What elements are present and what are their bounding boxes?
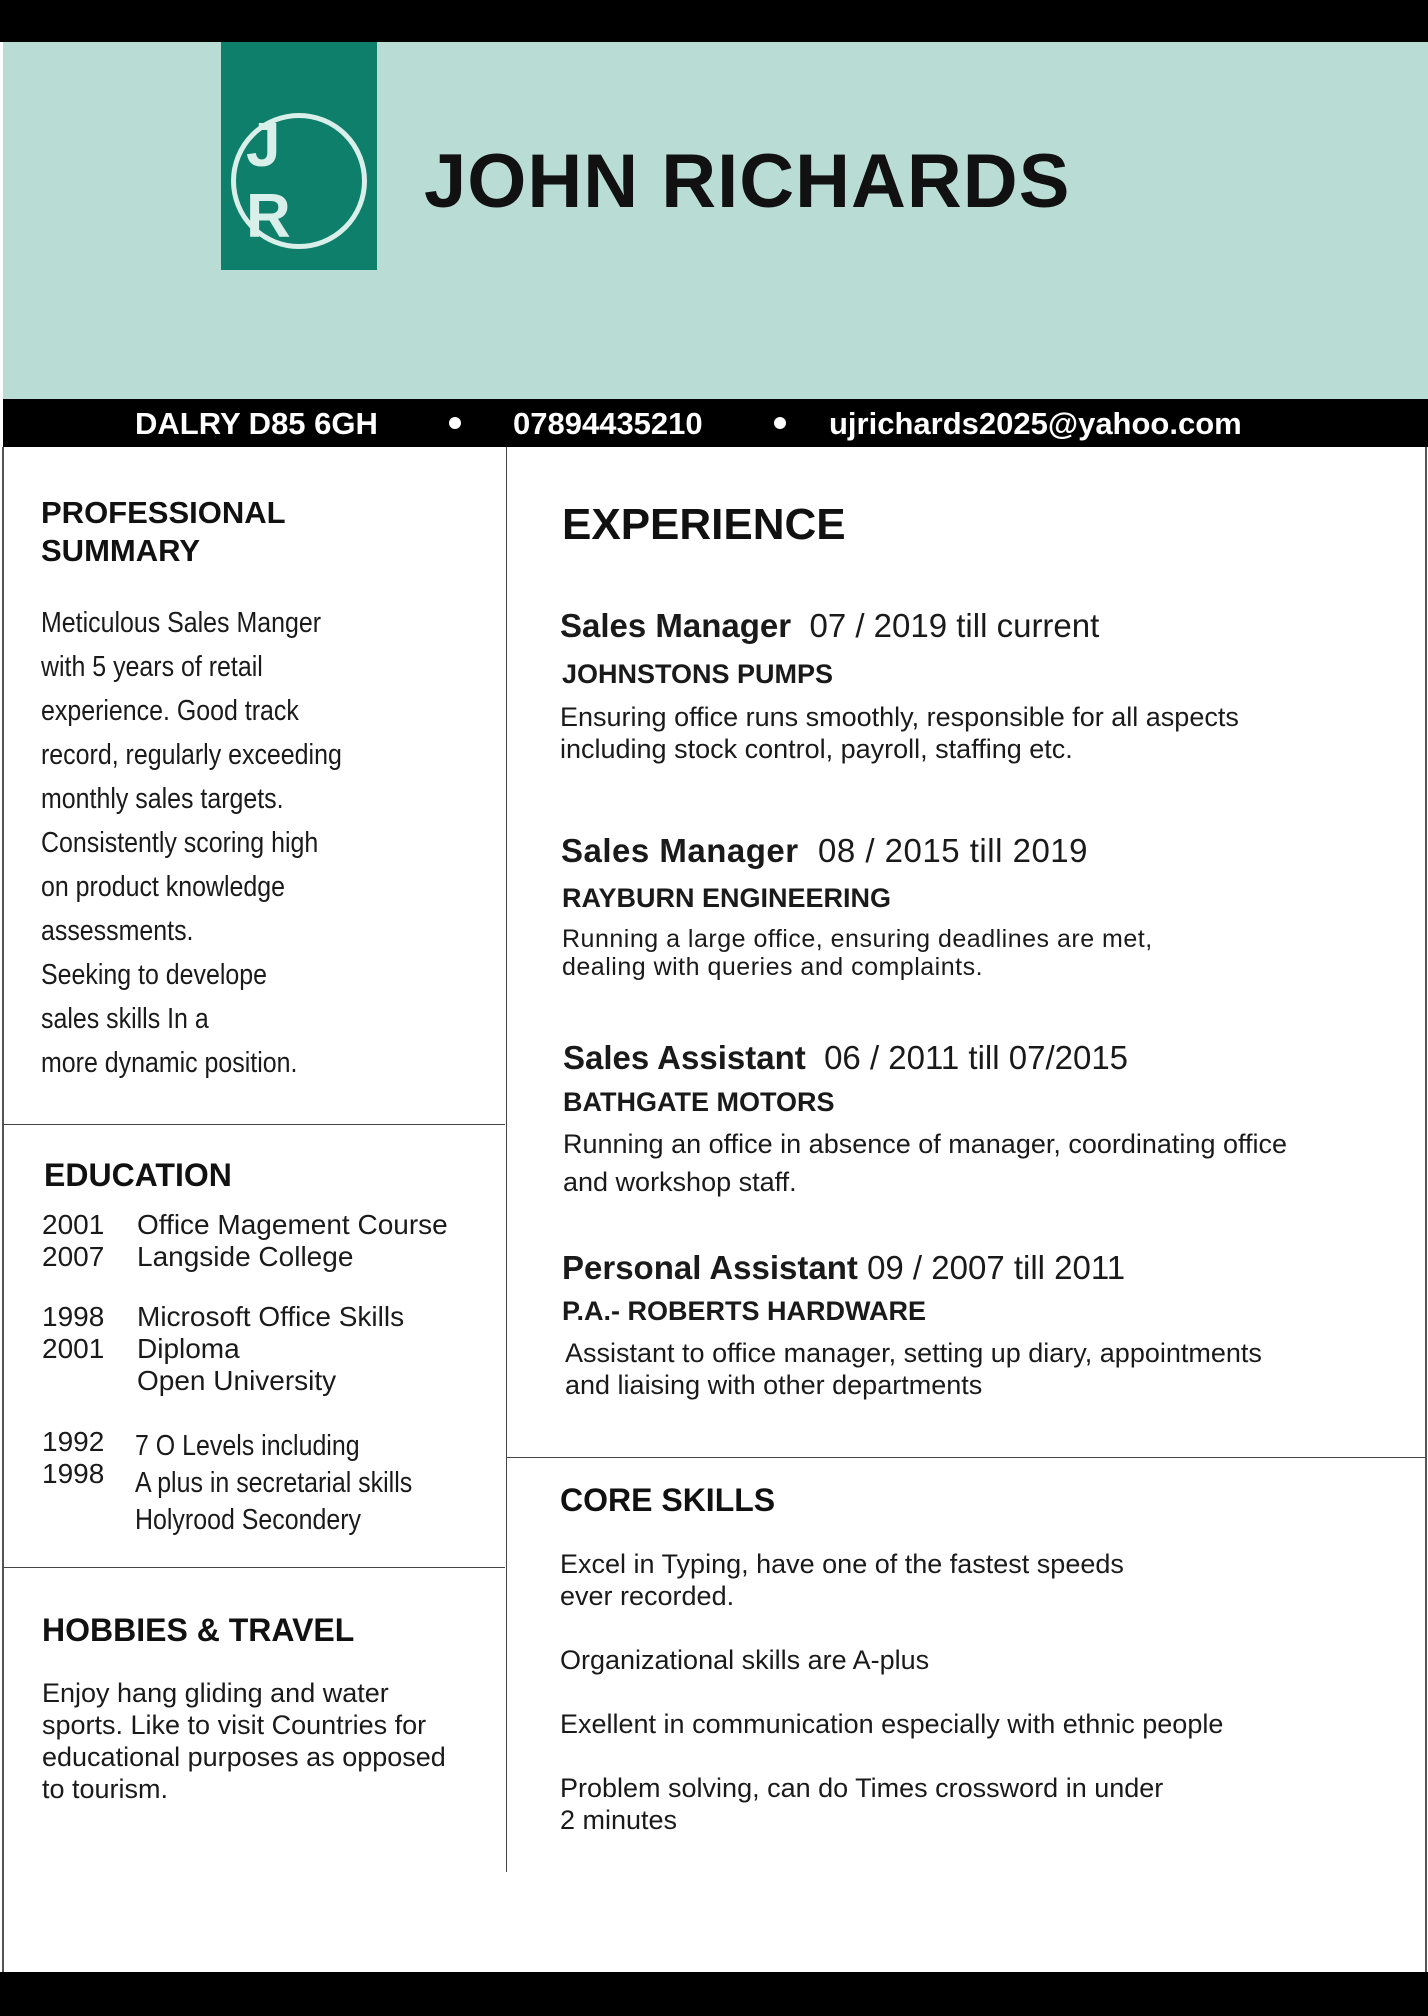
bullet-dot: [774, 417, 786, 429]
education-line: A plus in secretarial skills: [135, 1467, 413, 1499]
education-line: Diploma: [137, 1333, 240, 1364]
job-dates: 09 / 2007 till 2011: [867, 1249, 1126, 1286]
education-year: 2001: [42, 1209, 105, 1240]
hobbies-line: Enjoy hang gliding and water: [42, 1678, 389, 1708]
experience-divider: [507, 1457, 1425, 1458]
summary-line: with 5 years of retail: [41, 651, 263, 683]
hobbies-title: HOBBIES & TRAVEL: [42, 1612, 355, 1648]
job-company: JOHNSTONS PUMPS: [562, 659, 834, 689]
contact-phone: 07894435210: [513, 406, 703, 441]
job-company: P.A.- ROBERTS HARDWARE: [562, 1296, 927, 1326]
job-desc-line: dealing with queries and complaints.: [562, 953, 984, 981]
job-dates: 07 / 2019 till current: [809, 607, 1100, 644]
summary-line: Seeking to develope: [41, 959, 268, 991]
hobbies-text: [42, 1677, 446, 1805]
education-year: 1998: [42, 1301, 105, 1332]
job-description: [560, 701, 1239, 765]
job-desc-line: Assistant to office manager, setting up diary, appointments: [565, 1338, 1262, 1368]
education-divider: [3, 1567, 505, 1568]
monogram-block: [221, 42, 377, 270]
contact-bar: [3, 399, 1428, 447]
contact-address: DALRY D85 6GH: [135, 406, 378, 441]
education-year: 1998: [42, 1458, 105, 1489]
job-heading: [562, 1249, 1125, 1287]
summary-line: more dynamic position.: [41, 1047, 298, 1079]
summary-title-line: PROFESSIONAL: [41, 495, 286, 530]
monogram-ring: [231, 113, 367, 249]
education-details: [137, 1209, 448, 1273]
skill-line: Excel in Typing, have one of the fastest speeds: [560, 1549, 1124, 1579]
education-year: 1992: [42, 1426, 105, 1457]
skill-line: Exellent in communication especially with ethnic people: [560, 1709, 1224, 1739]
education-line: 7 O Levels including: [135, 1430, 360, 1462]
education-line: Open University: [137, 1365, 337, 1396]
skill-line: Organizational skills are A-plus: [560, 1645, 930, 1675]
job-desc-line: and workshop staff.: [563, 1167, 797, 1197]
job-company: RAYBURN ENGINEERING: [562, 883, 892, 913]
skill-item: [560, 1548, 1124, 1612]
summary-line: Meticulous Sales Manger: [41, 607, 322, 639]
job-desc-line: Running an office in absence of manager, coordinating office: [563, 1129, 1288, 1159]
summary-line: monthly sales targets.: [41, 783, 284, 815]
education-line: Langside College: [137, 1241, 354, 1272]
job-heading: [560, 607, 1099, 645]
job-role: Sales Manager: [560, 607, 792, 644]
summary-line: Consistently scoring high: [41, 827, 319, 859]
education-details: [137, 1301, 404, 1397]
summary-line: experience. Good track: [41, 695, 299, 727]
summary-line: on product knowledge: [41, 871, 286, 903]
education-year: 2007: [42, 1241, 105, 1272]
skill-line: ever recorded.: [560, 1581, 735, 1611]
education-entry: [42, 1426, 104, 1490]
top-bar: [0, 0, 1428, 42]
contact-email: ujrichards2025@yahoo.com: [829, 406, 1242, 441]
education-line: Holyrood Secondery: [135, 1504, 361, 1536]
bottom-bar: [0, 1972, 1428, 2016]
job-role: Sales Assistant: [563, 1039, 806, 1076]
hobbies-line: educational purposes as opposed: [42, 1742, 446, 1772]
bullet-dot: [449, 417, 461, 429]
experience-title: EXPERIENCE: [562, 500, 846, 549]
summary-line: record, regularly exceeding: [41, 739, 342, 771]
page-right-border: [1425, 447, 1427, 1972]
education-entry: [42, 1301, 104, 1365]
education-year: 2001: [42, 1333, 105, 1364]
education-line: Office Magement Course: [137, 1209, 448, 1240]
summary-line: assessments.: [41, 915, 194, 947]
job-role: Personal Assistant: [562, 1249, 858, 1286]
page-left-border: [2, 447, 4, 1972]
summary-text: [41, 601, 342, 1085]
summary-divider: [3, 1124, 505, 1125]
education-entry: [42, 1209, 104, 1273]
job-heading: [561, 832, 1088, 870]
skills-title: CORE SKILLS: [560, 1482, 776, 1518]
education-details: [135, 1428, 412, 1539]
job-desc-line: Ensuring office runs smoothly, responsible for all aspects: [560, 702, 1239, 732]
job-dates: 08 / 2015 till 2019: [817, 832, 1089, 869]
summary-line: sales skills In a: [41, 1003, 209, 1035]
job-description: [562, 925, 1153, 981]
job-desc-line: and liaising with other departments: [565, 1370, 983, 1400]
skill-line: 2 minutes: [560, 1805, 678, 1835]
summary-title-line: SUMMARY: [41, 533, 201, 568]
hobbies-line: to tourism.: [42, 1774, 169, 1804]
job-heading: [563, 1039, 1128, 1077]
job-company: BATHGATE MOTORS: [563, 1087, 835, 1117]
skill-line: Problem solving, can do Times crossword in under: [560, 1773, 1164, 1803]
skill-item: [560, 1772, 1163, 1836]
skill-item: [560, 1644, 929, 1676]
education-title: EDUCATION: [44, 1157, 232, 1193]
summary-title: [41, 494, 286, 570]
job-desc-line: Running a large office, ensuring deadlines are met,: [562, 925, 1153, 953]
candidate-name: JOHN RICHARDS: [424, 139, 1071, 224]
job-description: [563, 1125, 1287, 1201]
monogram-initials: J R: [246, 111, 301, 251]
job-desc-line: including stock control, payroll, staffing etc.: [560, 734, 1073, 764]
job-dates: 06 / 2011 till 07/2015: [824, 1039, 1129, 1076]
column-divider: [506, 447, 507, 1872]
skill-item: [560, 1708, 1223, 1740]
job-description: [565, 1337, 1262, 1401]
hobbies-line: sports. Like to visit Countries for: [42, 1710, 427, 1740]
education-line: Microsoft Office Skills: [137, 1301, 405, 1332]
job-role: Sales Manager: [561, 832, 799, 869]
